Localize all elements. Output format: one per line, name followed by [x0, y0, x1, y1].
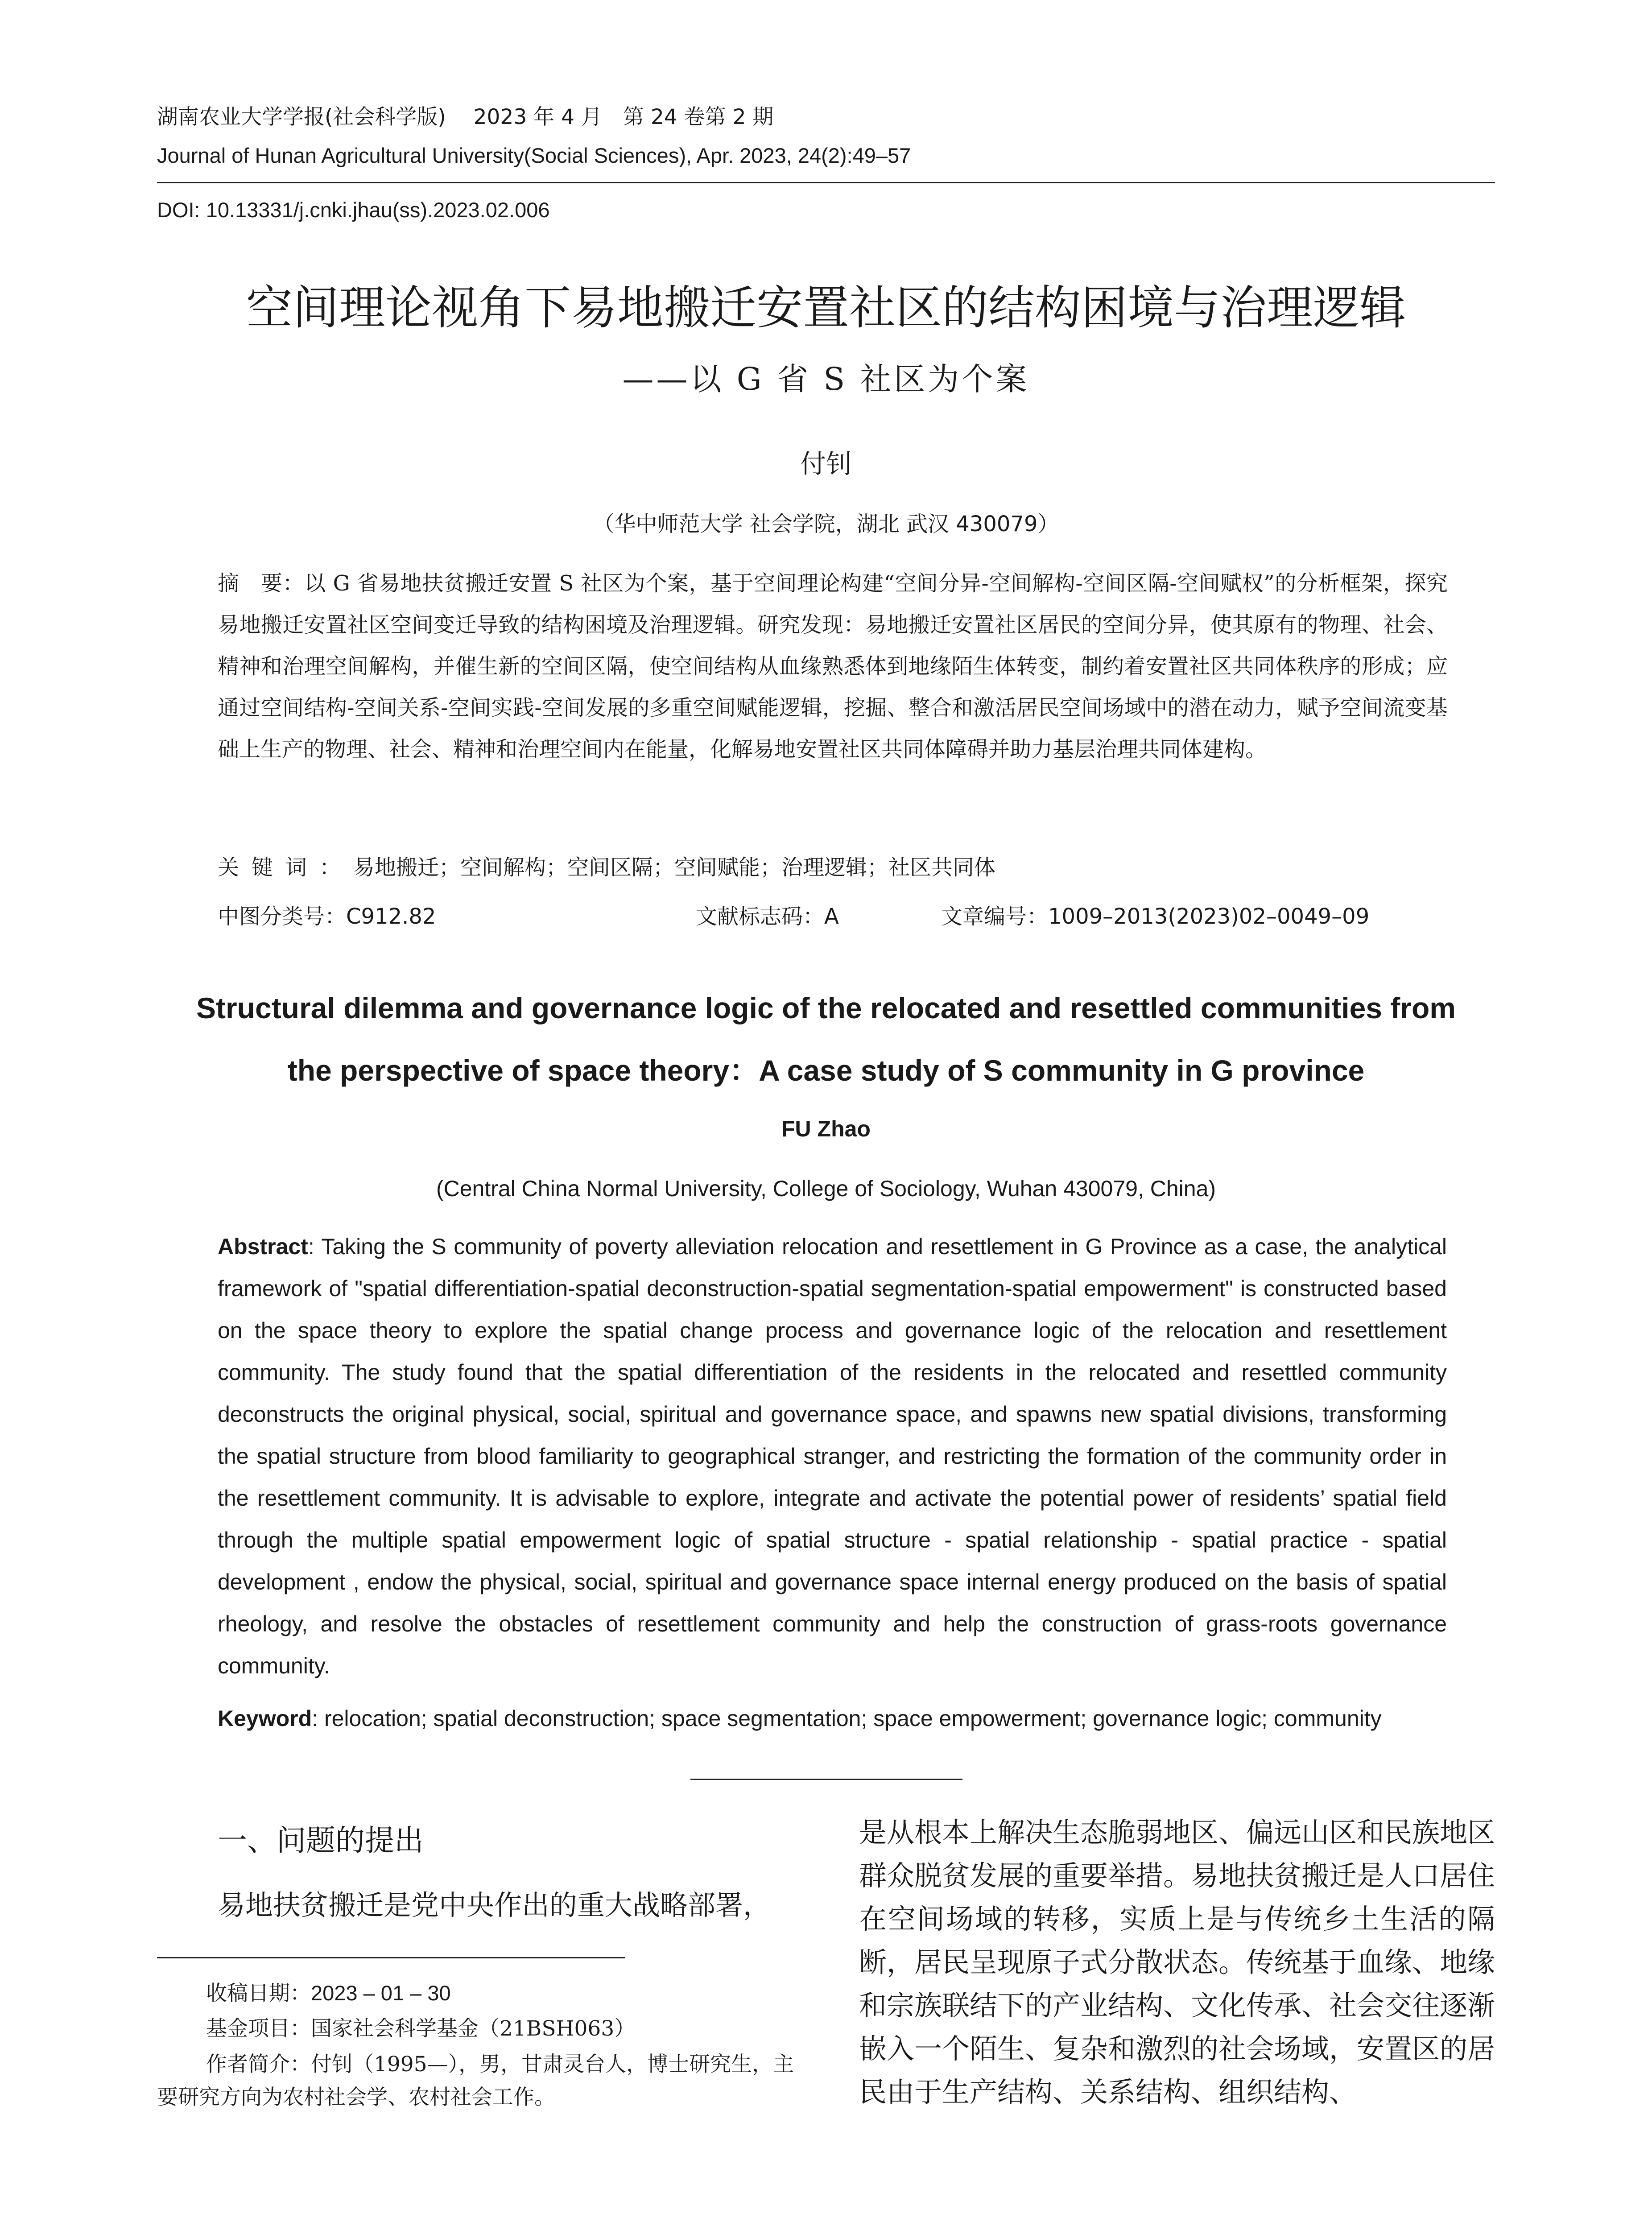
doi: DOI: 10.13331/j.cnki.jhau(ss).2023.02.006 — [157, 198, 550, 222]
bio-label: 作者简介： — [206, 2052, 311, 2077]
journal-header-cn: 湖南农业大学学报(社会科学版) 2023 年 4 月 第 24 卷第 2 期 — [157, 105, 774, 129]
paper-subtitle-cn: ——以 G 省 S 社区为个案 — [622, 361, 1030, 397]
affiliation-cn: （华中师范大学 社会学院，湖北 武汉 430079） — [593, 512, 1059, 537]
abstract-cn-label: 摘 要： — [218, 571, 305, 596]
abstract-cn-text: 以 G 省易地扶贫搬迁安置 S 社区为个案，基于空间理论构建“空间分异-空间解构-空间区隔-空间赋权”的分析框架，探究易地搬迁安置社区空间变迁导致的结构困境及治理逻辑。研究发现：易地搬迁安置社区居民的空间分异，使其原有的物理、社会、精神和治理空间解构，并催生新的空间区隔，使空间结构从血缘熟悉体到地缘陌生体转变，制约着安置社区共同体秩序的形成；应通过空间结构-空间关系-空间实践-空间发展的多重空间赋能逻辑，挖掘、整合和激活居民空间场域中的潜在动力，赋予空间流变基础上生产的物理、社会、精神和治理空间内在能量，化解易地安置社区共同体障碍并助力基层治理共同体建构。 — [218, 571, 1448, 762]
keywords-en-label: Keyword — [218, 1706, 312, 1731]
received-date: 2023 – 01 – 30 — [311, 1981, 451, 2005]
clc-number: 中图分类号：C912.82 — [218, 904, 436, 929]
header-rule — [157, 182, 1495, 183]
paper-title-en-line1: Structural dilemma and governance logic of the relocated and resettled communities from — [196, 991, 1456, 1024]
keywords-en — [218, 1703, 1382, 1734]
keywords-en-text: : relocation; spatial deconstruction; space segmentation; space empowerment; governance logic; community — [312, 1706, 1382, 1731]
keywords-cn-text: 易地搬迁；空间解构；空间区隔；空间赋能；治理逻辑；社区共同体 — [353, 855, 996, 880]
paper-title-cn: 空间理论视角下易地搬迁安置社区的结构困境与治理逻辑 — [246, 281, 1406, 335]
bio-text: 付钊（1995—），男，甘肃灵台人，博士研究生，主要研究方向为农村社会学、农村社会工作。 — [157, 2052, 794, 2110]
keywords-cn — [218, 852, 995, 883]
document-code: 文献标志码：A — [696, 904, 839, 929]
keywords-cn-label: 关键词： — [218, 855, 354, 880]
footnote-rule — [157, 1957, 625, 1958]
footnote-received — [157, 1977, 808, 2010]
journal-header-en: Journal of Hunan Agricultural University(Social Sciences), Apr. 2023, 24(2):49–57 — [157, 144, 911, 167]
section-divider — [690, 1779, 962, 1780]
fund-label: 基金项目： — [206, 2016, 311, 2041]
section-heading: 一、问题的提出 — [218, 1823, 424, 1858]
fund-text: 国家社会科学基金（21BSH063） — [311, 2016, 636, 2041]
author-cn: 付钊 — [800, 449, 852, 479]
author-en: FU Zhao — [781, 1116, 871, 1141]
footnote-author-bio — [157, 2048, 808, 2114]
paper-title-en-line2: the perspective of space theory：A case study of S community in G province — [287, 1054, 1365, 1087]
abstract-en — [218, 1226, 1447, 1687]
abstract-en-label: Abstract — [218, 1234, 308, 1259]
article-number: 文章编号：1009–2013(2023)02–0049–09 — [941, 904, 1370, 929]
received-label: 收稿日期： — [206, 1981, 311, 2006]
abstract-cn — [218, 563, 1448, 770]
affiliation-en: (Central China Normal University, College of Sociology, Wuhan 430079, China) — [436, 1176, 1216, 1201]
body-left-first-line: 易地扶贫搬迁是党中央作出的重大战略部署， — [218, 1889, 771, 1921]
body-right-column: 是从根本上解决生态脆弱地区、偏远山区和民族地区群众脱贫发展的重要举措。易地扶贫搬迁是人口居住在空间场域的转移，实质上是与传统乡土生活的隔断，居民呈现原子式分散状态。传统基于血缘、地缘和宗族联结下的产业结构、文化传承、社会交往逐渐嵌入一个陌生、复杂和激烈的社会场域，安置区的居民由于生产结构、关系结构、组织结构、 — [859, 1816, 1495, 2108]
abstract-en-text: : Taking the S community of poverty alleviation relocation and resettlement in G Province as a case, the analytical framework of "spatial differentiation-spatial deconstruction-spatial segmentation-spatial empowerment" is constructed based on the space theory to explore the spatial change process and governance logic of the relocation and resettlement community. The study found that the spatial differentiation of the residents in the relocated and resettled community deconstructs the original physical, social, spiritual and governance space, and spawns new spatial divisions, transforming the spatial structure from blood familiarity to geographical stranger, and restricting the formation of the community order in the resettlement community. It is advisable to explore, integrate and activate the potential power of residents’ spatial field through the multiple spatial empowerment logic of spatial structure - spatial relationship - spatial practice - spatial development , endow the physical, social, spiritual and governance space internal energy produced on the basis of spatial rheology, and resolve the obstacles of resettlement community and help the construction of grass-roots governance community. — [218, 1234, 1447, 1678]
footnote-fund — [157, 2012, 808, 2045]
